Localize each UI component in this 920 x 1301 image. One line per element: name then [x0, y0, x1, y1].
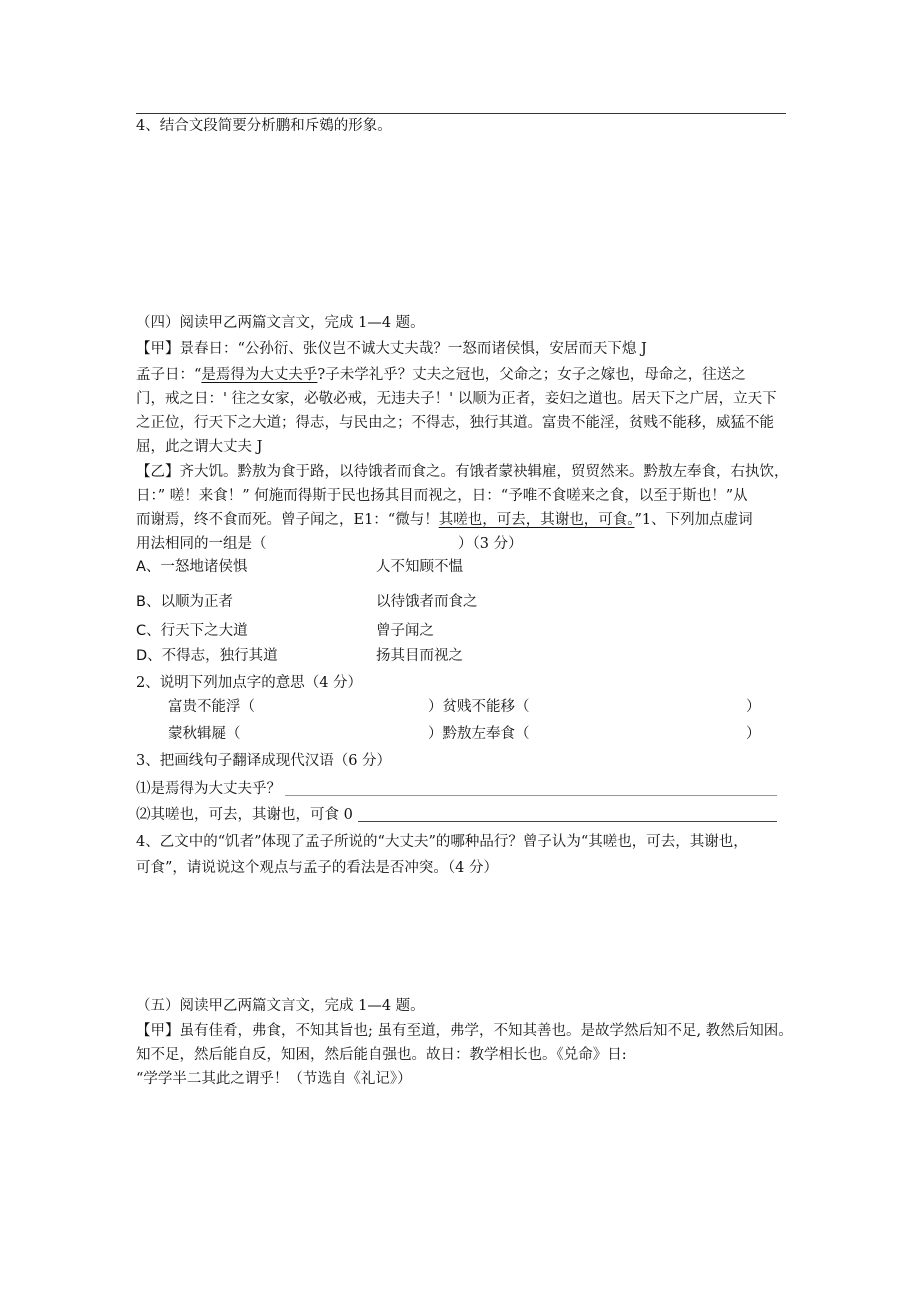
option-d-right: 扬其目而视之	[376, 648, 463, 664]
close-paren: ）	[746, 726, 761, 742]
passage-jia-line: 之正位，行天下之大道；得志，与民由之；不得志，独行其道。富贵不能淫，贫贱不能移，威猛不能	[136, 415, 774, 431]
question-4-stem: 4、乙文中的“饥者”体现了孟子所说的“大丈夫”的哪种品行？曾子认为“其嗟也，可去，其谢也，	[136, 834, 748, 850]
section5-passage-line: 知不足，然后能自反，知困，然后能自强也。故日：教学相长也。《兑命》日:	[136, 1047, 627, 1063]
passage-yi-line: 日：” 嗟！来食！” 何施而得斯于民也扬其目而视之，日：“予唯不食嗟来之食，以至于斯也！”从	[136, 488, 748, 504]
underlined-sentence-2: 其嗟也，可去，其谢也，可食。	[438, 512, 635, 528]
q2-item-2: ）贫贱不能移（	[428, 699, 530, 715]
option-c-left: C、行天下之大道	[136, 623, 248, 639]
q2-item-1: 富贵不能浮（	[168, 699, 255, 715]
option-b-left: B、以顺为正者	[136, 594, 233, 610]
passage-jia-line: 门，戒之日：' 往之女家，必敬必戒，无违夫子！' 以顺为正者，妾妇之道也。居天下之广居，立天下	[136, 391, 777, 407]
q3-sentence-2: ⑵其嗟也，可去，其谢也，可食 0	[136, 807, 353, 823]
option-c-right: 曾子闻之	[376, 623, 434, 639]
section5-heading: （五）阅读甲乙两篇文言文，完成 1—4 题。	[136, 998, 425, 1014]
passage-jia-line: 屈，此之谓大丈夫 J	[136, 439, 263, 455]
passage-yi-line	[136, 510, 753, 530]
top-rule	[136, 113, 786, 114]
option-b-right: 以待饿者而食之	[376, 594, 478, 610]
q3-sentence-1: ⑴是焉得为大丈夫乎？	[136, 781, 281, 797]
answer-line-1[interactable]	[285, 795, 777, 796]
q2-item-4: ）黔敖左奉食（	[428, 726, 530, 742]
passage-jia-line: 【甲】景春日：“公孙衍、张仪岂不诚大丈夫哉？一怒而诸侯惧，安居而天下熄 J	[136, 341, 647, 357]
answer-line-2[interactable]	[358, 821, 777, 822]
passage-yi-line: 【乙】齐大饥。黔敖为食于路，以待饿者而食之。有饿者蒙袂辑雇，贸贸然来。黔敖左奉食，右执饮，	[136, 464, 789, 480]
option-a-right: 人不知顾不愠	[376, 559, 463, 575]
passage-jia-line	[136, 365, 746, 385]
passage-text: ?子未学礼乎？丈夫之冠也，父命之；女子之嫁也，母命之，往送之	[317, 367, 746, 383]
close-paren: ）	[746, 699, 761, 715]
section5-passage-line: 【甲】虽有佳肴，弗食，不知其旨也; 虽有至道，弗学，不知其善也。是故学然后知不足, 教然后知困。	[136, 1023, 793, 1039]
underlined-sentence-1: 是焉得为大丈夫乎	[201, 367, 318, 383]
prev-question-4: 4、结合文段简要分析鹏和斥鴳的形象。	[136, 118, 392, 134]
option-d-left: D、不得志，独行其道	[136, 648, 278, 664]
question-4-stem: 可食”，请说说这个观点与孟子的看法是否冲突。（4 分）	[136, 860, 498, 876]
question-1-score: ）（3 分）	[458, 536, 523, 552]
q2-item-3: 蒙秋辑屣（	[168, 726, 241, 742]
question-3-stem: 3、把画线句子翻译成现代汉语（6 分）	[136, 753, 392, 769]
passage-text: 孟子日：“	[136, 367, 202, 383]
option-a-left: A、一怒地诸侯惧	[136, 559, 248, 575]
section4-heading: （四）阅读甲乙两篇文言文，完成 1—4 题。	[136, 315, 425, 331]
passage-text: ”1、下列加点虚词	[634, 512, 753, 528]
question-2-stem: 2、说明下列加点字的意思（4 分）	[136, 675, 363, 691]
passage-text: 而谢焉，终不食而死。曾子闻之，E1：“微与！	[136, 512, 439, 528]
question-1-stem: 用法相同的一组是（	[136, 536, 267, 552]
section5-passage-line: “学学半二其此之谓乎！（节选自《礼记》）	[136, 1071, 412, 1087]
